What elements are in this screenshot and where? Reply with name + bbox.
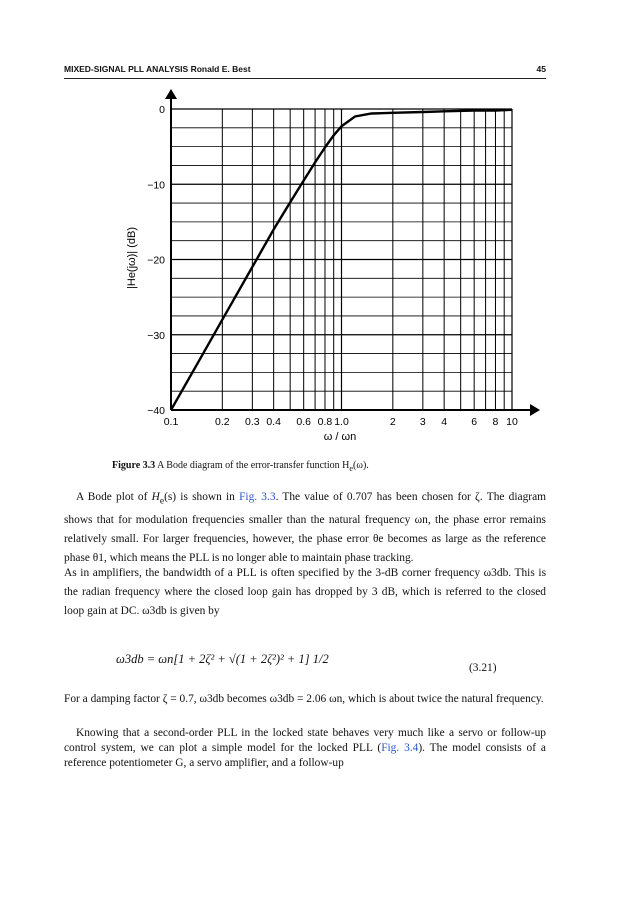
equation-3-21: ω3db = ωn[1 + 2ζ² + √(1 + 2ζ²)² + 1] 1/2 [116,652,329,666]
running-title: MIXED-SIGNAL PLL ANALYSIS Ronald E. Best [64,64,251,74]
x-tick-label: 1.0 [334,416,349,428]
caption-tail: (ω). [353,460,369,471]
x-tick-label: 8 [492,416,499,428]
paragraph-servo-model: Knowing that a second-order PLL in the locked state behaves very much like a servo or follow-up control system, we can plot a simple model for the locked PLL (Fig. 3.4). The model consists of a reference potentiometer G, a servo amplifier, and a follow-up [64,727,546,769]
y-tick-label: −20 [147,254,165,267]
y-tick-label: −40 [147,405,165,417]
y-tick-label: 0 [159,104,165,116]
equation-number: (3.21) [469,662,497,674]
figure-caption [112,460,369,473]
y-axis-label: |He(jω)| (dB) [126,227,138,289]
x-tick-label: 2 [389,416,396,428]
x-tick-label: 0.6 [296,416,311,428]
plot-grid [171,109,512,410]
x-tick-label: 4 [441,416,448,428]
figure-label: Figure 3.3 [112,460,156,471]
caption-sub: e [349,464,354,473]
page-number: 45 [536,64,546,74]
fig-3-3-link[interactable]: Fig. 3.3 [239,491,276,503]
x-tick-label: 0.8 [317,416,333,428]
x-tick-label: 0.3 [245,416,260,428]
x-tick-label: 3 [419,416,426,428]
paragraph-damping: For a damping factor ζ = 0.7, ω3db becomes ω3db = 2.06 ωn, which is about twice the natural frequency. [64,693,544,705]
plot-axes [165,89,540,416]
plot-ticks [147,104,518,428]
y-tick-label: −10 [147,179,165,192]
y-tick-label: −30 [147,329,165,342]
fig-3-4-link[interactable]: Fig. 3.4 [381,742,419,754]
caption-text: A Bode diagram of the error-transfer function H [155,460,350,471]
x-tick-label: 0.4 [266,416,281,428]
x-axis-label: ω / ωn [323,431,357,443]
paragraph-bode-plot: A Bode plot of $H_e(s)$ is shown in Fig. 3.3. The value of 0.707 has been chosen for ζ. The diagram shows that for modulation frequencies smaller than the natural frequency ωn, the phase error remains relatively small. For larger frequencies, however, the phase error θe becomes as large as the reference phase θ1, which means the PLL is no longer able to maintain phase tracking. [64,491,546,565]
x-tick-label: 10 [506,416,518,428]
x-tick-label: 0.1 [163,416,179,428]
y-axis-arrow [165,89,177,99]
x-axis-arrow [530,404,540,416]
x-tick-label: 0.2 [215,416,230,428]
paragraph-bandwidth: As in amplifiers, the bandwidth of a PLL is often specified by the 3-dB corner frequency ω3db. This is the radian frequency where the closed loop gain has dropped by 3 dB, which is referred to the closed loop gain at DC. ω3db is given by [64,567,546,617]
x-tick-label: 6 [471,416,478,428]
